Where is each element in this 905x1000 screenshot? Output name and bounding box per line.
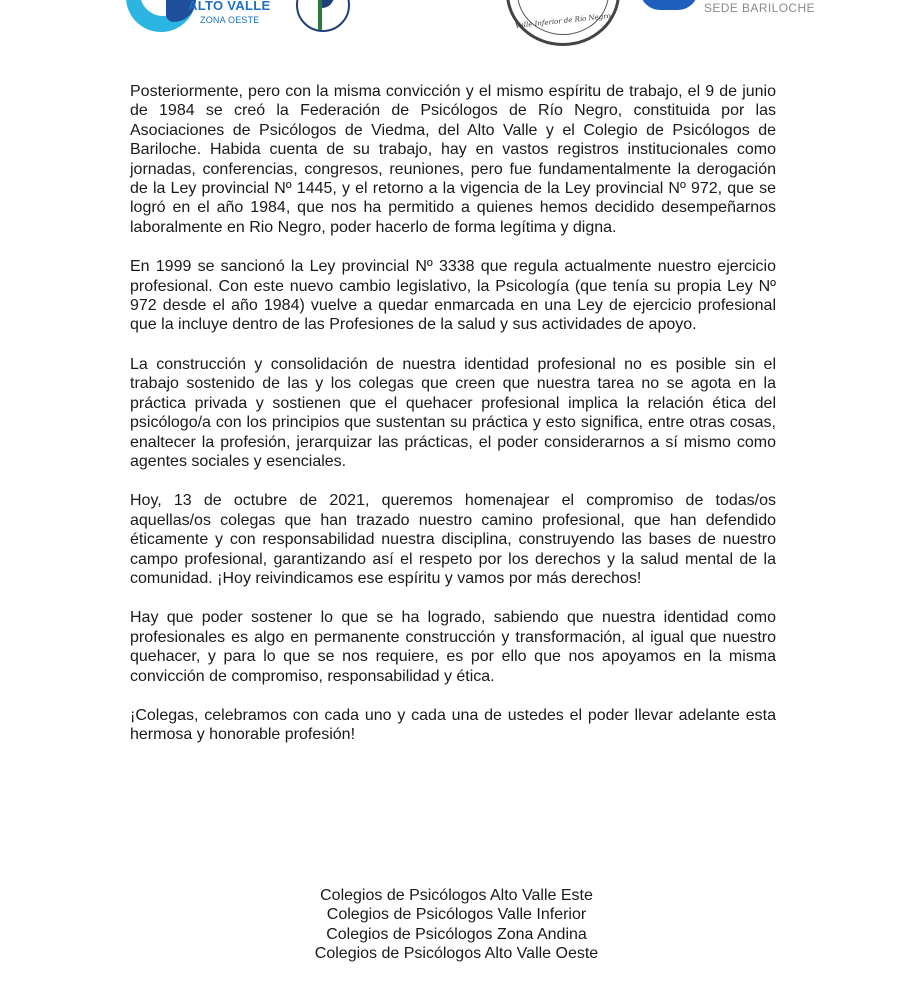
- bariloche-logo-mark-icon: [640, 0, 698, 10]
- paragraph-3: La construcción y consolidación de nuestra identidad profesional no es posible sin el trabajo sostenido de las y los colegas que creen que nuestra tarea no se agota en la práctica privada y sostienen que el quehacer profesional implica la relación ética del psicólogo/a con los principios que sustentan su práctica y esto significa, entre otras cosas, enaltecer la profesión, jerarquizar las prácticas, el poder considerarnos a sí mismo como agentes sociales y esenciales.: [130, 355, 776, 470]
- signature-line: Colegios de Psicólogos Alto Valle Oeste: [314, 945, 599, 963]
- alto-valle-logo-subtitle: ZONA OESTE: [200, 15, 260, 25]
- header-logos: [0, 0, 905, 48]
- paragraph-5: Hay que poder sostener lo que se ha logrado, sabiendo que nuestra identidad como profesionales es algo en permanente construcción y transformación, al igual que nuestro quehacer, y para lo que se nos requiere, es por ello que nos apoyamos en la misma convicción de compromiso, responsabilidad y ética.: [130, 609, 776, 685]
- alto-valle-logo: [126, 0, 306, 40]
- letter-body: [130, 82, 776, 765]
- bariloche-logo-text: SEDE BARILOCHE: [704, 1, 815, 15]
- signature-block: [0, 886, 905, 964]
- paragraph-2: En 1999 se sancionó la Ley provincial Nº 3338 que regula actualmente nuestro ejercicio profesional. Con este nuevo cambio legislativo, la Psicología (que tenía su propia Ley Nº 972 desde el año 1984) vuelve a quedar enmarcada en una Ley de ejercicio profesional que la incluye dentro de las Profesiones de la salud y sus actividades de apoyo.: [130, 258, 776, 334]
- valle-inferior-seal-logo: [506, 0, 620, 46]
- alto-valle-logo-title: ALTO VALLE: [188, 0, 271, 13]
- signature-line: Colegios de Psicólogos Zona Andina: [326, 925, 587, 943]
- seal-text: Valle Inferior de Río Negro: [514, 12, 612, 30]
- paragraph-4: Hoy, 13 de octubre de 2021, queremos homenajear el compromiso de todas/os aquellas/os colegas que han trazado nuestro camino profesional, que han defendido éticamente y con responsabilidad nuestra disciplina, construyendo las bases de nuestro campo profesional, garantizando así el respeto por los derechos y la salud mental de la comunidad. ¡Hoy reivindicamos ese espíritu y vamos por más derechos!: [130, 492, 776, 587]
- paragraph-6: ¡Colegas, celebramos con cada uno y cada una de ustedes el poder llevar adelante esta hermosa y honorable profesión!: [130, 706, 776, 744]
- signature-line: Colegios de Psicólogos Valle Inferior: [326, 906, 587, 924]
- signature-line: Colegios de Psicólogos Alto Valle Este: [320, 887, 593, 904]
- paragraph-1: Posteriormente, pero con la misma convicción y el mismo espíritu de trabajo, el 9 de junio de 1984 se creó la Federación de Psicólogos de Río Negro, constituida por las Asociaciones de Psicólogos de Viedma, del Alto Valle y el Colegio de Psicólogos de Bariloche. Habida cuenta de su trabajo, hay en vastos registros institucionales como jornadas, conferencias, congresos, reuniones, pero fue fundamentalmente la derogación de la Ley provincial Nº 1445, y el retorno a la vigencia de la Ley provincial Nº 972, que se logró en el año 1984, que nos ha permitido a quienes hemos decidido desempeñarnos laboralmente en Rio Negro, poder hacerlo de forma legítima y digna.: [130, 83, 776, 236]
